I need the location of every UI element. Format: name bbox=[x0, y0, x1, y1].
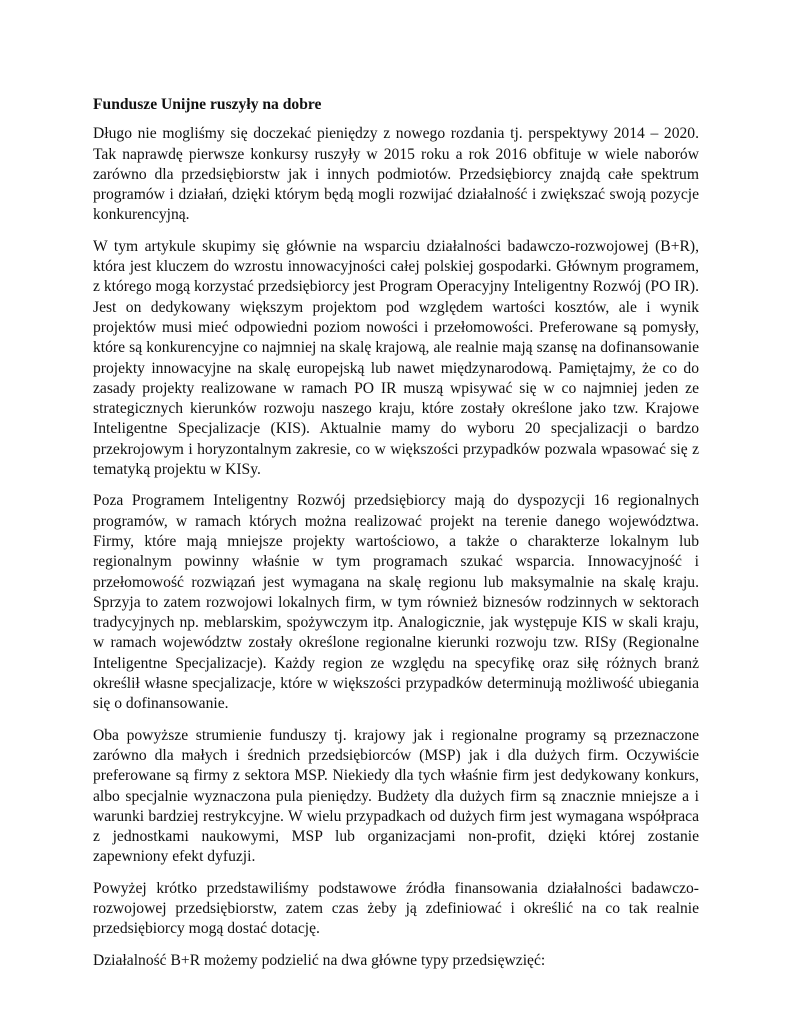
paragraph-funding-streams: Oba powyższe strumienie funduszy tj. krajowy jak i regionalne programy są przeznaczone zarówno dla małych i średnich przedsiębiorców (MSP) jak i dla dużych firm. Oczywiście preferowane są firmy z sektora MSP. Niekiedy dla tych właśnie firm jest dedykowany konkurs, albo specjalnie wyznaczona pula pieniędzy. Budżety dla dużych firm są znacznie mniejsze a i warunki bardziej restrykcyjne. W wielu przypadkach od dużych firm jest wymagana współpraca z jednostkami naukowymi, MSP lub organizacjami non-profit, dzięki której zostanie zapewniony efekt dyfuzji. bbox=[93, 726, 699, 866]
paragraph-br-types: Działalność B+R możemy podzielić na dwa główne typy przedsięwzięć: bbox=[93, 951, 546, 969]
paragraph-intro: Długo nie mogliśmy się doczekać pieniędzy z nowego rozdania tj. perspektywy 2014 – 2020. Tak naprawdę pierwsze konkursy ruszyły w 2015 roku a rok 2016 obfituje w wiele naborów zarówno dla przedsiębiorstw jak i innych podmiotów. Przedsiębiorcy znajdą całe spektrum programów i działań, dzięki którym będą mogli rozwijać działalność i zwiększać swoją pozycje konkurencyjną. bbox=[93, 125, 699, 224]
paragraph-summary: Powyżej krótko przedstawiliśmy podstawowe źródła finansowania działalności badawczo-rozwojowej przedsiębiorstw, zatem czas żeby ją zdefiniować i określić na co tak realnie przedsiębiorcy mogą dostać dotację. bbox=[93, 879, 699, 938]
document-page bbox=[93, 95, 699, 982]
document-title: Fundusze Unijne ruszyły na dobre bbox=[93, 96, 322, 113]
paragraph-regional-programs: Poza Programem Inteligentny Rozwój przedsiębiorcy mają do dyspozycji 16 regionalnych programów, w ramach których można realizować projekt na terenie danego województwa. Firmy, które mają mniejsze projekty wartościowo, a także o charakterze lokalnym lub regionalnym powinny właśnie w tym programach szukać wsparcia. Innowacyjność i przełomowość rozwiązań jest wymagana na skalę regionu lub maksymalnie na skalę kraju. Sprzyja to zatem rozwojowi lokalnych firm, w tym również biznesów rodzinnych w sektorach tradycyjnych np. meblarskim, spożywczym itp. Analogicznie, jak występuje KIS w skali kraju, w ramach województw zostały określone regionalne kierunki rozwoju tzw. RISy (Regionalne Inteligentne Specjalizacje). Każdy region ze względu na specyfikę oraz siłę różnych branż określił własne specjalizacje, które w większości przypadków determinują możliwość ubiegania się o dofinansowanie. bbox=[93, 492, 699, 713]
paragraph-br-support: W tym artykule skupimy się głównie na wsparciu działalności badawczo-rozwojowej (B+R), która jest kluczem do wzrostu innowacyjności całej polskiej gospodarki. Głównym programem, z którego mogą korzystać przedsiębiorcy jest Program Operacyjny Inteligentny Rozwój (PO IR). Jest on dedykowany większym projektom pod względem wartości kosztów, ale i wynik projektów musi mieć odpowiedni poziom nowości i przełomowości. Preferowane są pomysły, które są konkurencyjne co najmniej na skalę krajową, ale realnie mają szansę na dofinansowanie projekty innowacyjne na skalę europejską lub nawet międzynarodową. Pamiętajmy, że co do zasady projekty realizowane w ramach PO IR muszą wpisywać się w co najmniej jeden ze strategicznych kierunków rozwoju naszego kraju, które zostały określone jako tzw. Krajowe Inteligentne Specjalizacje (KIS). Aktualnie mamy do wyboru 20 specjalizacji o bardzo przekrojowym i horyzontalnym zakresie, co w większości przypadków pozwala wpasować się z tematyką projektu w KISy. bbox=[93, 237, 699, 479]
